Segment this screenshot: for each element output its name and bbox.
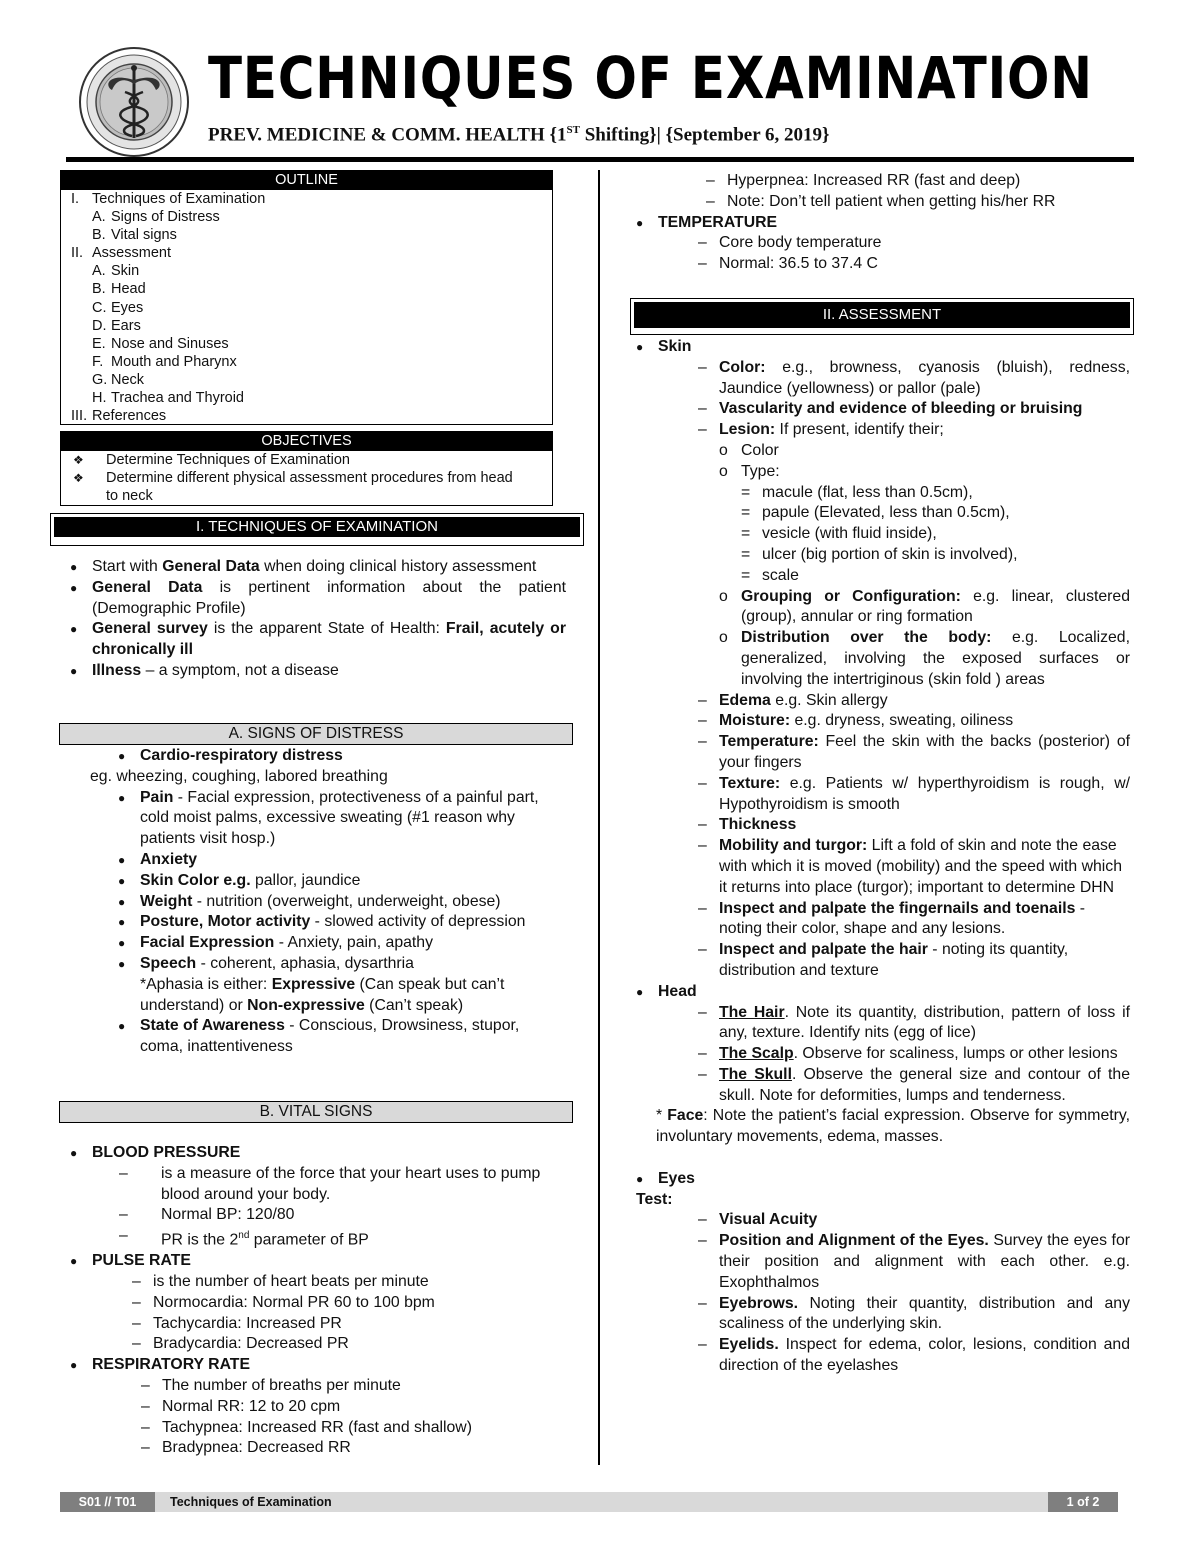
outline-item xyxy=(71,371,552,389)
vitals-continued xyxy=(636,171,1136,275)
outline-item-number: F. xyxy=(92,353,104,370)
list-item: ● Eyes xyxy=(636,1169,1130,1190)
list-item: = vesicle (with fluid inside), xyxy=(741,525,937,543)
bullet-icon: ● xyxy=(118,1019,126,1034)
bullet-icon: ● xyxy=(118,894,126,909)
outline-item-label: References xyxy=(92,408,167,425)
outline-item-number: III. xyxy=(71,408,88,425)
bullet-icon: ● xyxy=(70,580,78,595)
outline-item-label: Assessment xyxy=(92,245,171,262)
subsection-heading-distress: A. SIGNS OF DISTRESS xyxy=(59,723,573,745)
outline-heading: OUTLINE xyxy=(61,171,552,190)
bullet-icon: ● xyxy=(70,622,78,637)
list-item: ● Cardio-respiratory distress xyxy=(90,746,566,767)
bullet-icon: ● xyxy=(118,790,126,805)
bullet-icon: ● xyxy=(70,1254,78,1269)
outline-item-number: B. xyxy=(92,281,106,298)
subsection-heading-vitals: B. VITAL SIGNS xyxy=(59,1101,573,1123)
list-item: – Eyelids. Inspect for edema, color, lesions, condition and direction of the eyelashes xyxy=(698,1336,1130,1375)
outline-item xyxy=(71,335,552,353)
outline-item-number: A. xyxy=(92,263,106,280)
outline-item-label: Neck xyxy=(111,371,145,388)
list-item: – Normal: 36.5 to 37.4 C xyxy=(698,255,878,273)
eyes-test-label: Test: xyxy=(636,1190,673,1208)
list-item: – Normal BP: 120/80 xyxy=(119,1206,295,1224)
bullet-icon: ● xyxy=(70,1146,78,1160)
intro-list xyxy=(70,557,566,682)
list-item: ● Start with General Data when doing clinical history assessment xyxy=(70,557,566,578)
list-item: ● General Data is pertinent information about the patient (Demographic Profile) xyxy=(70,578,566,620)
list-item: – Mobility and turgor: Lift a fold of skin and note the ease with which it is moved (mobility) and the speed with which it returns into place (turgor); important to determine DHN xyxy=(698,837,1122,896)
outline-item xyxy=(71,280,552,298)
list-item: – Temperature: Feel the skin with the backs (posterior) of your fingers xyxy=(698,733,1130,771)
list-item: ● Skin Color e.g. pallor, jaundice xyxy=(90,871,566,892)
objectives-box xyxy=(60,431,553,506)
list-item: – Lesion: If present, identify their; xyxy=(698,421,944,439)
list-item: – Visual Acuity xyxy=(698,1211,818,1229)
outline-list xyxy=(61,190,552,425)
outline-item-label: Skin xyxy=(111,263,140,280)
list-item: o Grouping or Configuration: e.g. linear, clustered (group), annular or ring formation xyxy=(719,587,1130,626)
footer-title: Techniques of Examination xyxy=(170,1495,332,1509)
list-item: – Tachycardia: Increased PR xyxy=(132,1314,342,1332)
bullet-icon: ● xyxy=(118,936,126,951)
bullet-icon: ● xyxy=(118,956,126,971)
outline-item xyxy=(71,208,552,226)
objective-item: ❖ Determine Techniques of Examination xyxy=(73,452,350,468)
list-item: = scale xyxy=(741,566,799,584)
list-item: – Normocardia: Normal PR 60 to 100 bpm xyxy=(132,1293,435,1311)
seal-logo xyxy=(78,46,190,158)
list-item: ● Speech - coherent, aphasia, dysarthria *Aphasia is either: Expressive (Can speak but can’t understand) or Non-expressive (Can’t speak) xyxy=(90,954,566,1016)
list-item: ● PULSE RATE xyxy=(70,1251,570,1272)
list-item: – The number of breaths per minute xyxy=(141,1377,401,1395)
header-rule xyxy=(66,157,1134,162)
bullet-icon: ● xyxy=(636,215,644,230)
list-item: – Position and Alignment of the Eyes. Survey the eyes for their position and alignment with each other. e.g. Exophthalmos xyxy=(698,1232,1130,1291)
list-item: – Texture: e.g. Patients w/ hyperthyroidism is rough, w/ Hypothyroidism is smooth xyxy=(698,774,1130,813)
bullet-icon: ● xyxy=(70,1358,78,1373)
list-item: ● Posture, Motor activity - slowed activity of depression xyxy=(90,912,566,933)
bullet-icon: ● xyxy=(118,873,126,888)
list-item: – Thickness xyxy=(698,816,797,834)
list-item: ● Facial Expression - Anxiety, pain, apathy xyxy=(90,933,566,954)
list-item: ● Anxiety xyxy=(90,850,566,871)
vitals-list xyxy=(70,1143,570,1459)
outline-item-number: A. xyxy=(92,209,106,226)
outline-item-label: Mouth and Pharynx xyxy=(111,353,237,370)
list-item: ● State of Awareness - Conscious, Drowsiness, stupor, coma, inattentiveness xyxy=(90,1016,566,1058)
document-title: TECHNIQUES OF EXAMINATION xyxy=(208,44,1093,112)
list-item: – Eyebrows. Noting their quantity, distribution and any scaliness of the underlying skin. xyxy=(698,1294,1130,1333)
outline-item-label: Trachea and Thyroid xyxy=(111,390,244,407)
outline-item-label: Nose and Sinuses xyxy=(111,335,229,352)
list-item: ● BLOOD PRESSURE xyxy=(70,1143,570,1164)
objectives-heading: OBJECTIVES xyxy=(61,432,552,451)
page-number: 1 of 2 xyxy=(1048,1492,1118,1512)
outline-item-label: Ears xyxy=(111,317,141,334)
outline-item-label: Techniques of Examination xyxy=(92,191,266,207)
list-item: ● Skin xyxy=(636,337,1130,358)
bullet-icon: ● xyxy=(70,663,78,678)
list-item: – Vascularity and evidence of bleeding or bruising xyxy=(698,400,1083,418)
face-note: * Face: Note the patient’s facial expression. Observe for symmetry, involuntary movements, edema, masses. xyxy=(656,1107,1130,1146)
list-item: – The Skull. Observe the general size and contour of the skull. Note for deformities, lumps and tenderness. xyxy=(698,1065,1130,1104)
outline-item-label: Head xyxy=(111,281,146,298)
list-item: ● Head xyxy=(636,982,1130,1003)
outline-item xyxy=(71,226,552,244)
list-item: = macule (flat, less than 0.5cm), xyxy=(741,483,973,501)
objective-item: ❖ Determine different physical assessment procedures from head to neck xyxy=(73,470,513,504)
list-item: – Hyperpnea: Increased RR (fast and deep) xyxy=(706,172,1021,189)
diamond-bullet-icon: ❖ xyxy=(73,453,84,467)
document-subtitle: PREV. MEDICINE & COMM. HEALTH {1ST Shifting}| {September 6, 2019} xyxy=(208,124,830,146)
bullet-icon: ● xyxy=(636,1171,644,1186)
list-item: o Color xyxy=(719,441,779,459)
bullet-icon: ● xyxy=(70,560,78,574)
list-item: – is the number of heart beats per minute xyxy=(132,1273,429,1291)
list-item: – Normal RR: 12 to 20 cpm xyxy=(141,1397,341,1415)
distress-example: eg. wheezing, coughing, labored breathing xyxy=(90,767,388,785)
outline-item-number: G. xyxy=(92,371,108,388)
list-item: – Edema e.g. Skin allergy xyxy=(698,691,888,709)
column-divider xyxy=(598,170,600,1465)
list-item: – is a measure of the force that your heart uses to pump blood around your body. xyxy=(119,1164,541,1203)
outline-item xyxy=(71,407,552,425)
bullet-icon: ● xyxy=(118,915,126,930)
list-item: o Distribution over the body: e.g. Localized, generalized, involving the exposed surfaces or involving the intertriginous (skin fold ) areas xyxy=(719,629,1130,688)
diamond-bullet-icon: ❖ xyxy=(73,471,84,485)
section-heading-techniques: I. TECHNIQUES OF EXAMINATION xyxy=(50,513,584,546)
list-item: – PR is the 2nd parameter of BP xyxy=(119,1227,369,1249)
outline-item-number: B. xyxy=(92,227,106,244)
list-item: – Inspect and palpate the hair - noting its quantity, distribution and texture xyxy=(698,941,1069,979)
outline-item xyxy=(71,190,552,208)
outline-item-number: II. xyxy=(71,245,84,262)
spacer xyxy=(636,1148,1130,1169)
list-item: ● General survey is the apparent State of Health: Frail, acutely or chronically ill xyxy=(70,619,566,661)
outline-item xyxy=(71,299,552,317)
list-item: – Color: e.g., browness, cyanosis (bluish), redness, Jaundice (yellowness) or pallor (pale) xyxy=(698,358,1130,397)
list-item: – Tachypnea: Increased RR (fast and shallow) xyxy=(141,1418,472,1436)
bullet-icon: ● xyxy=(636,984,644,999)
assessment-list xyxy=(636,337,1130,1377)
list-item: = papule (Elevated, less than 0.5cm), xyxy=(741,504,1010,522)
list-item: o Type: xyxy=(719,462,780,480)
list-item: ● RESPIRATORY RATE xyxy=(70,1355,570,1376)
bullet-icon: ● xyxy=(118,852,126,867)
footer-code: S01 // T01 xyxy=(60,1492,155,1512)
list-item: – The Scalp. Observe for scaliness, lumps or other lesions xyxy=(698,1045,1118,1063)
section-heading-assessment: II. ASSESSMENT xyxy=(630,298,1134,335)
outline-item-number: H. xyxy=(92,390,107,407)
list-item: – Moisture: e.g. dryness, sweating, oiliness xyxy=(698,712,1014,730)
bullet-icon: ● xyxy=(118,749,126,763)
list-item: ● Weight - nutrition (overweight, underweight, obese) xyxy=(90,892,566,913)
list-item: – Bradypnea: Decreased RR xyxy=(141,1439,351,1457)
outline-item xyxy=(71,244,552,262)
list-item: ● Pain - Facial expression, protectiveness of a painful part, cold moist palms, excessive sweating (#1 reason why patients visit hosp.) xyxy=(90,788,566,850)
outline-item-number: I. xyxy=(71,191,80,207)
outline-item xyxy=(71,353,552,371)
outline-item-label: Eyes xyxy=(111,299,144,316)
list-item: – Bradycardia: Decreased PR xyxy=(132,1335,349,1353)
list-item: – The Hair. Note its quantity, distribution, pattern of loss if any, texture. Identify nits (egg of lice) xyxy=(698,1003,1130,1042)
outline-item xyxy=(71,389,552,407)
outline-item-number: C. xyxy=(92,299,107,316)
outline-box xyxy=(60,170,553,425)
outline-item-label: Vital signs xyxy=(111,227,177,244)
distress-list xyxy=(90,746,566,1058)
outline-item-number: D. xyxy=(92,317,107,334)
outline-item-label: Signs of Distress xyxy=(111,209,220,226)
list-item: ● Illness – a symptom, not a disease xyxy=(70,661,566,682)
page-footer xyxy=(60,1492,1118,1512)
list-item: = ulcer (big portion of skin is involved), xyxy=(741,545,1018,563)
outline-item xyxy=(71,262,552,280)
list-item: – Core body temperature xyxy=(698,234,882,252)
outline-item xyxy=(71,317,552,335)
outline-item-number: E. xyxy=(92,335,106,352)
list-item: ● TEMPERATURE xyxy=(636,213,1136,234)
list-item: – Note: Don’t tell patient when getting his/her RR xyxy=(706,192,1056,210)
list-item: – Inspect and palpate the fingernails and toenails - noting their color, shape and any lesions. xyxy=(698,899,1086,938)
bullet-icon: ● xyxy=(636,340,644,354)
